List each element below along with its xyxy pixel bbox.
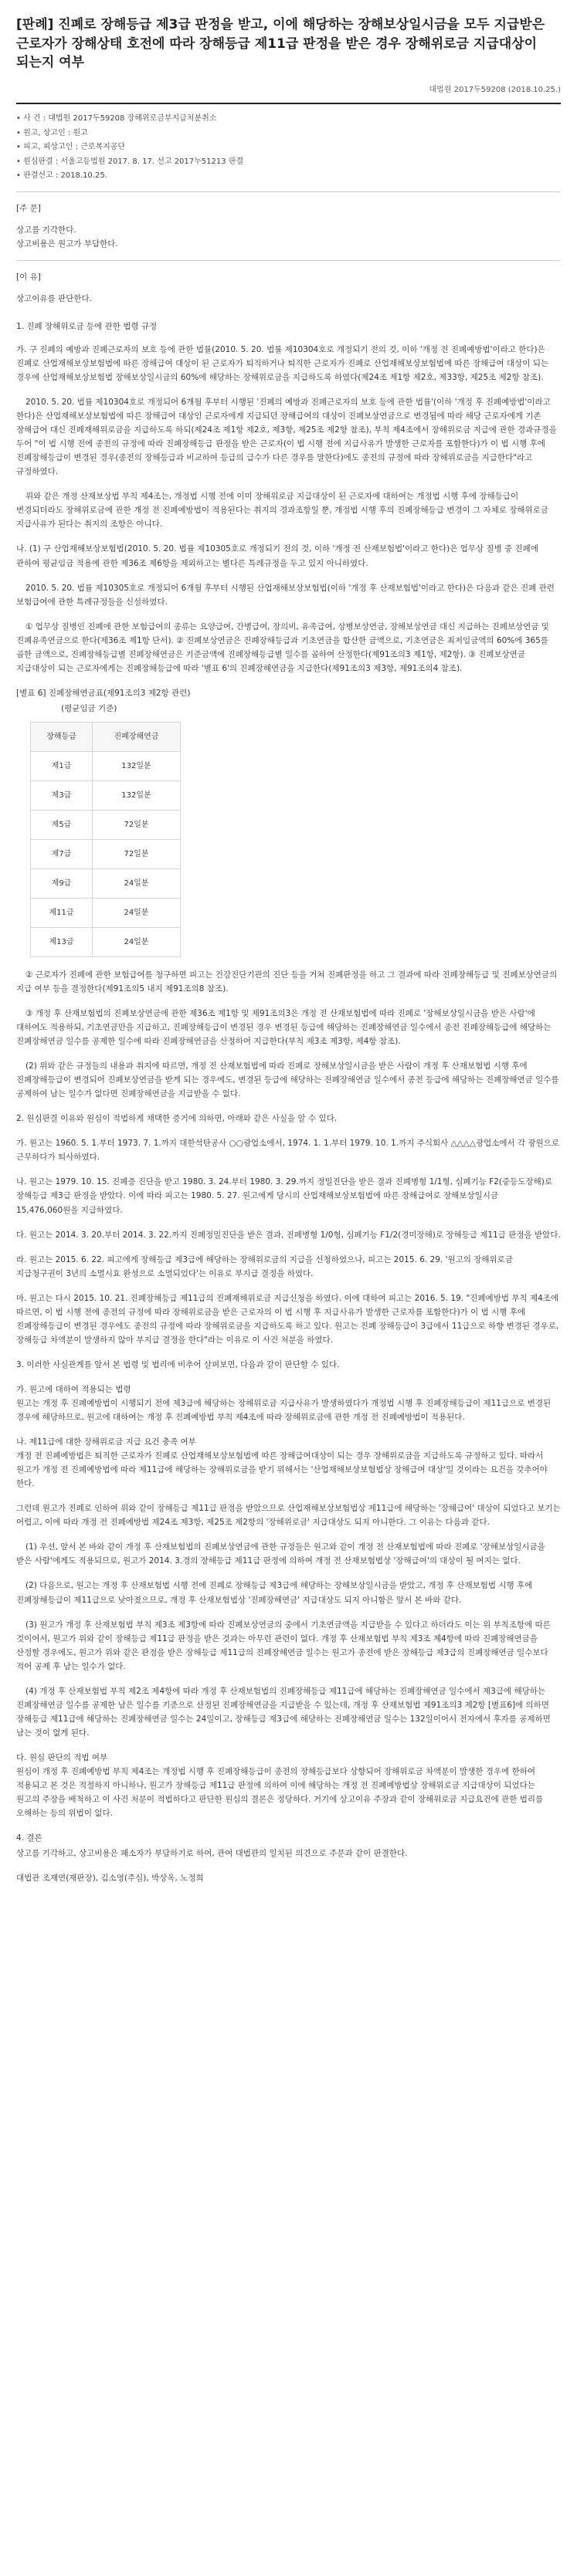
meta-item: • 원고, 상고인 : 원고 xyxy=(16,128,88,137)
table-cell: 132일분 xyxy=(93,780,181,810)
table-cell: 72일분 xyxy=(93,810,181,839)
table-cell: 72일분 xyxy=(93,839,181,868)
page-title: [판례] 진폐로 장해등급 제3급 판정을 받고, 이에 해당하는 장해보상일시금을 모두 지급받은 근로자가 장해상태 호전에 따라 장해등급 제11급 판정을 받은 경우 장해위로금 지급대상이 되는지 여부 xyxy=(16,17,545,71)
meta-item: • 원심판결 : 서울고등법원 2017. 8. 17. 선고 2017누51213 판결 xyxy=(16,157,244,166)
table-row xyxy=(31,751,181,780)
section-4-heading: 4. 결론 xyxy=(16,1833,42,1843)
table-cell: 제9급 xyxy=(31,868,93,898)
section-3-heading: 3. 이러한 사실관계를 앞서 본 법령 및 법리에 비추어 살펴보면, 다음과 같이 판단할 수 있다. xyxy=(16,1359,340,1369)
case-meta-list xyxy=(16,112,561,184)
table-row xyxy=(31,839,181,868)
subsection-heading: 다. 원심 판단의 적법 여부 xyxy=(16,1752,108,1762)
paragraph: 다. 원고는 2014. 3. 20.부터 2014. 3. 22.까지 진폐정밀진단을 받은 결과, 진폐병형 1/0형, 심폐기능 F1/2(경미장해)로 장해등급 제11급 판정을 받았다. xyxy=(16,1230,561,1240)
judges-line: 대법관 조재연(재판장), 김소영(주심), 박상옥, 노정희 xyxy=(16,1874,204,1884)
order-heading: [주 문] xyxy=(16,203,41,213)
paragraph: 그런데 원고가 진폐로 인하여 위와 같이 장해등급 제11급 판정을 받았으므로 산업재해보상보험법상 제11급에 해당하는 '장해급여' 대상이 되었다고 보기는 어렵고, 이에 따라 개정 전 진폐예방법 제24조 제3항, 제25조 제2항의 '장해위로금' 지급대상도 되지 아니한다. 그 이유는 다음과 같다. xyxy=(16,1504,561,1528)
reason-heading: [이 유] xyxy=(16,272,41,282)
table-caption: [별표 6] 진폐장해연금표(제91조의3 제2항 관련) xyxy=(16,688,191,698)
divider xyxy=(16,260,561,261)
table-subcaption: (평균임금 기준) xyxy=(61,703,117,713)
paragraph: 가. 구 진폐의 예방과 진폐근로자의 보호 등에 관한 법률(2010. 5. 20. 법률 제10304호로 개정되기 전의 것, 이하 '개정 전 진폐예방법'이라고 한다)은 진폐로 산업재해보상보험법에 따른 장해급여 대상이 된 근로자가 퇴직하거나 퇴직한 근로자가 진폐로 산업재해보상보험법에 따른 장해급여 대상이 되는 경우에 산업재해보상보험법 장해보상일시금의 60%에 해당하는 장해위로금을 지급하도록 하였다(제24조 제1항 제2호, 제33항, 제25조 제2항 참조). xyxy=(16,344,549,382)
paragraph: 원고는 개정 후 진폐예방법이 시행되기 전에 제3급에 해당하는 장해위로금 지급사유가 발생하였다가 개정법 시행 후 진폐장해등급이 제11급으로 변경된 경우에 해당하므로, 원고에 대하여는 개정 후 진폐예방법 부칙 제4조에 따라 장해위로금에 관한 개정 전 진폐예방법이 적용된다. xyxy=(16,1399,552,1423)
meta-item: • 피고, 피상고인 : 근로복지공단 xyxy=(16,143,126,152)
meta-item: • 사 건 : 대법원 2017두59208 장해위로금부지급처분취소 xyxy=(16,114,217,124)
disability-grade-table xyxy=(30,722,181,957)
paragraph: 개정 전 진폐예방법은 퇴직한 근로자가 진폐로 산업재해보상보험법에 따른 장해급여대상이 되는 경우 장해위로금을 지급하도록 규정하고 있다. 따라서 원고가 개정 전 진폐예방법에 따라 제11급에 해당하는 장해위로금을 받기 위해서는 '산업재해보상보험법상 장해급여 대상'일 것이라는 요건을 갖추어야 한다. xyxy=(16,1451,548,1489)
table-cell: 제11급 xyxy=(31,898,93,927)
paragraph: 원심이 개정 후 진폐예방법 부칙 제4조는 개정법 시행 후 진폐장해등급이 종전의 장해등급보다 상향되어 장해위로금 차액분이 발생한 경우에 한하여 적용되고 본 것은 적절하지 아니하나, 원고가 장해등급 제11급 판정에 의하여 이에 해당하는 개정 전 진폐예방법상 장해위로금 지급대상이 되었다는 원고의 주장을 배척하고 이 사건 처분이 적법하다고 판단한 원심의 결론은 정당하다. 거기에 상고이유 주장과 같이 장해위로금 지급요건에 관한 법리를 오해하는 등의 위법이 없다. xyxy=(16,1766,544,1819)
divider xyxy=(16,191,561,192)
subsection-heading: 나. 제11급에 대한 장해위로금 지급 요건 충족 여부 xyxy=(16,1437,196,1447)
conclusion-paragraph: 상고를 기각하고, 상고비용은 패소자가 부담하기로 하여, 관여 대법관의 일치된 의견으로 주문과 같이 판결한다. xyxy=(16,1849,408,1859)
section-2-heading: 2. 원심판결 이유와 원심이 적법하게 채택한 증거에 의하면, 아래와 같은 사실을 알 수 있다. xyxy=(16,1114,338,1124)
table-row xyxy=(31,927,181,956)
table-cell: 24일분 xyxy=(93,898,181,927)
table-cell: 제7급 xyxy=(31,839,93,868)
table-cell: 제5급 xyxy=(31,810,93,839)
paragraph: (3) 원고가 개정 후 산재보험법 부칙 제3조 제3항에 따라 진폐보상연금의 중에서 기초연금액을 지급받을 수 있다고 하더라도 이는 위 부칙조항에 따른 것이어서, 원고가 위와 같이 장해등급 제11급 판정을 받은 것과는 아무런 관련이 없다. 개정 후 산재보험법 부칙 제3조 제4항에 따라 진폐장해연금을 산정할 경우에도, 원고가 위와 같은 판정을 받은 장해등급 제11급의 진폐장해연금 일수는 원고가 종전에 받은 장해등급 제3급의 진폐장해연금 일수보다 적어 공제 후 남는 일수가 없다. xyxy=(16,1620,551,1671)
paragraph: 라. 원고는 2015. 6. 22. 피고에게 장해등급 제3급에 해당하는 장해위로금의 지급을 신청하였으나, 피고는 2015. 6. 29. '원고의 장해위로금 지급청구권이 3년의 소멸시효 완성으로 소멸되었다'는 이유로 부지급 결정을 하였다. xyxy=(16,1254,513,1278)
paragraph: 나. (1) 구 산업재해보상보험법(2010. 5. 20. 법률 제10305호로 개정되기 전의 것, 이하 '개정 전 산재보험법'이라고 한다)은 업무상 질병 중 진폐에 관하여 평균임금 적용에 관한 제36조 제6항을 제외하고는 별다른 특례규정을 두고 있지 아니하였다. xyxy=(16,544,538,568)
paragraph: ① 업무상 질병인 진폐에 관한 보험급여의 종류는 요양급여, 간병급여, 장의비, 유족급여, 상병보상연금, 장해보상연금 대신 지급하는 진폐보상연금 및 진폐유족연금으로 한다(제36조 제1항 단서). ② 진폐보상연금은 진폐장해등급과 기초연금을 합산한 금액으로, 기초연금은 최저임금액의 60%에 365를 곱한 금액으로, 진폐장해등급별 진폐장해연금은 기준금액에 진폐장해등급별 일수를 곱하여 산정한다(제91조의3 제1항, 제2항). ③ 진폐보상연금 지급대상이 되는 근로자에게는 진폐장해등급에 따라 '별표 6'의 진폐장해연금을 지급한다(제91조의3 제3항, 제91조의4 참조). xyxy=(16,621,549,673)
table-header-row xyxy=(31,722,181,751)
paragraph: (2) 다음으로, 원고는 개정 후 산재보험법 시행 전에 진폐로 장해등급 제3급에 해당하는 장해보상일시금을 받았고, 개정 후 산재보험법 시행 후에 진폐장해등급이 제11급으로 낮아졌으므로, 개정 후 산재보험법상 '진폐장해연금' 지급대상도 되지 아니함은 앞서 본 바와 같다. xyxy=(16,1581,533,1605)
table-cell: 제1급 xyxy=(31,751,93,780)
column-header: 장해등급 xyxy=(31,722,93,751)
case-reference: 대법원 2017두59208 (2018.10.25.) xyxy=(16,83,561,104)
subsection-heading: 가. 원고에 대하여 적용되는 법령 xyxy=(16,1384,131,1394)
order-line: 상고를 기각한다. xyxy=(16,225,76,235)
section-1-heading: 1. 진폐 장해위로금 등에 관한 법령 규정 xyxy=(16,321,158,331)
table-cell: 24일분 xyxy=(93,868,181,898)
reason-intro: 상고이유를 판단한다. xyxy=(16,293,92,303)
table-cell: 24일분 xyxy=(93,927,181,956)
paragraph: (4) 개정 후 산재보험법 부칙 제2조 제4항에 따라 개정 후 산재보험법의 진폐장해등급 제11급에 해당하는 진폐장해연금 일수에서 제3급에 해당하는 진폐장해연금 일수를 공제한 남은 일수를 기준으로 산정된 진폐장해연금을 지급받을 수 있는데, 개정 후 산재보험법 제91조의3 제2항 [별표6]에 의하면 장해등급 제11급에 해당하는 진폐장해연금 일수는 24일이고, 장해등급 제3급에 해당하는 진폐장해연금 일수는 132일이어서 전자에서 후자를 공제하면 남는 것이 없게 된다. xyxy=(16,1686,551,1738)
paragraph: 위와 같은 개정 산재보상법 부칙 제4조는, 개정법 시행 전에 이미 장해위로금 지급대상이 된 근로자에 대하여는 개정법 시행 후에 장해등급이 변경되더라도 장해위로금에 관한 개정 전 진폐예방법이 적용된다는 취지의 경과조항일 뿐, 개정법 시행 후의 진폐장해등급 변경이 그 자체로 장해위로금 지급사유가 된다는 취지의 조항은 아니다. xyxy=(16,492,548,530)
table-row xyxy=(31,898,181,927)
paragraph: 나. 원고는 1979. 10. 15. 진폐증 진단을 받고 1980. 3. 24.부터 1980. 3. 29.까지 정밀진단을 받은 결과 진폐병형 1/1형, 심폐기능 F2(중등도장해)로 장해등급 제3급 판정을 받았다. 이에 따라 피고는 1980. 5. 27. 원고에게 당시의 산업재해보상보험법에 따른 장해급여로 장해보상일시금 15,476,060원을 지급하였다. xyxy=(16,1177,552,1215)
table-row xyxy=(31,810,181,839)
paragraph: ② 근로자가 진폐에 관한 보험급여를 청구하면 피고는 건강진단기관의 진단 등을 거쳐 진폐판정을 하고 그 결과에 따라 진폐장해등급 및 진폐보상연금의 지급 여부 등을 결정한다(제91조의5 내지 제91조의8 참조). xyxy=(16,970,558,994)
meta-item: • 판결선고 : 2018.10.25. xyxy=(16,171,107,181)
paragraph: 마. 원고는 다시 2015. 10. 21. 진폐장해등급 제11급의 진폐재해위로금 지급신청을 하였다. 이에 대하여 피고는 2016. 5. 19. "진폐예방법 부칙 제4조에 따르면, 이 법 시행 전에 종전의 규정에 따라 장해위로금을 받은 근로자의 이 법 시행 후 지급사유가 발생한 근로자를 포함한다)가 이 법 시행 후에 진폐장해등급이 변경된 경우에도 종전의 규정에 따라 장해위로금을 지급하도록 하고 있다. 원고는 진폐 장해등급이 3급에서 11급으로 하향 변경된 경우로, 장해등급 차액분이 발생하지 않아 부지급 결정을 한다"라는 이유로 이 사건 처분을 하였다. xyxy=(16,1293,559,1345)
table-row xyxy=(31,868,181,898)
order-line: 상고비용은 원고가 부담한다. xyxy=(16,239,118,249)
paragraph: 2010. 5. 20. 법률 제10304호로 개정되어 6개월 후부터 시행된 '진폐의 예방과 진폐근로자의 보호 등에 관한 법률'(이하 '개정 후 진폐예방법'이라고 한다)은 산업재해보상보험법에 따른 장해급여 대상인 근로자에게 지급되던 장해급여의 대상이 진폐보상연금으로 변경됨에 따라 해당 근로자에게 기존 장해급여 대신 진폐재해위로금을 지급하도록 하되(제24조 제1항 제2호, 제3항, 제25조 제2항 참조), 부칙 제4조에서 장해위로금 지급에 관한 경과규정을 두어 "이 법 시행 전에 종전의 규정에 따라 진폐장해등급 판정을 받은 근로자(이 법 시행 전에 지급사유가 발생한 근로자를 포함한다)가 이 법 시행 후에 진폐장해등급이 변경된 경우(종전의 장해등급과 비교하여 등급의 급수가 다른 경우를 말한다)에도 종전의 규정에 따라 장해위로금을 지급한다"라고 규정하였다. xyxy=(16,398,557,477)
paragraph: (1) 우선, 앞서 본 바와 같이 개정 후 산재보험법의 진폐보상연금에 관한 규정들은 원고와 같이 개정 전 산재보험법에 따라 진폐로 '장해보상일시금을 받은 사람'에게도 적용되므로, 원고가 2014. 3.경의 장해등급 제11급 판정에 의하여 개정 전 산재보험법상 '장해급여'의 대상이 될 여지는 없다. xyxy=(16,1542,545,1566)
table-cell: 132일분 xyxy=(93,751,181,780)
table-row xyxy=(31,780,181,810)
paragraph: ③ 개정 후 산재보험법의 진폐보상연금에 관한 제36조 제1항 및 제91조의3은 개정 전 산재보험법에 따라 진폐로 '장해보상일시금을 받은 사람'에 대하여도 적용하되, 기초연금만을 지급하고, 진폐장해등급이 변경된 경우 변경된 등급에 해당하는 진폐장해연금 일수에서 종전 진폐장해등급에 해당하는 진폐장해연금 일수를 공제한 일수에 따라 진폐장해연금을 산정하여 지급한다(부칙 제3조 제3항, 제4항 참조). xyxy=(16,1009,552,1047)
column-header: 진폐장해연금 xyxy=(93,722,181,751)
paragraph: 2010. 5. 20. 법률 제10305호로 개정되어 6개월 후부터 시행된 산업재해보상보험법(이하 '개정 후 산재보험법'이라고 한다)은 다음과 같은 진폐 관련 보험급여에 관한 특례규정들을 신설하였다. xyxy=(16,583,555,607)
document xyxy=(16,15,561,1885)
paragraph: (2) 위와 같은 규정들의 내용과 취지에 따르면, 개정 전 산재보험법에 따라 진폐로 장해보상일시금을 받은 사람이 개정 후 산재보험법 시행 후에 진폐장해등급이 변경되어 진폐보상연금을 받게 되는 경우에도, 변경된 등급에 해당하는 진폐장해연금 일수에서 종전 등급에 해당하는 진폐장해연금 일수를 공제하여 남는 일수가 없다면 진폐장해연금을 지급받을 수 없다. xyxy=(16,1061,559,1099)
table-cell: 제3급 xyxy=(31,780,93,810)
paragraph: 가. 원고는 1960. 5. 1.부터 1973. 7. 1.까지 대한석탄공사 ○○광업소에서, 1974. 1. 1.부터 1979. 10. 1.까지 주식회사 △△△△광업소에서 각 광원으로 근무하다가 퇴사하였다. xyxy=(16,1139,560,1163)
table-cell: 제13급 xyxy=(31,927,93,956)
